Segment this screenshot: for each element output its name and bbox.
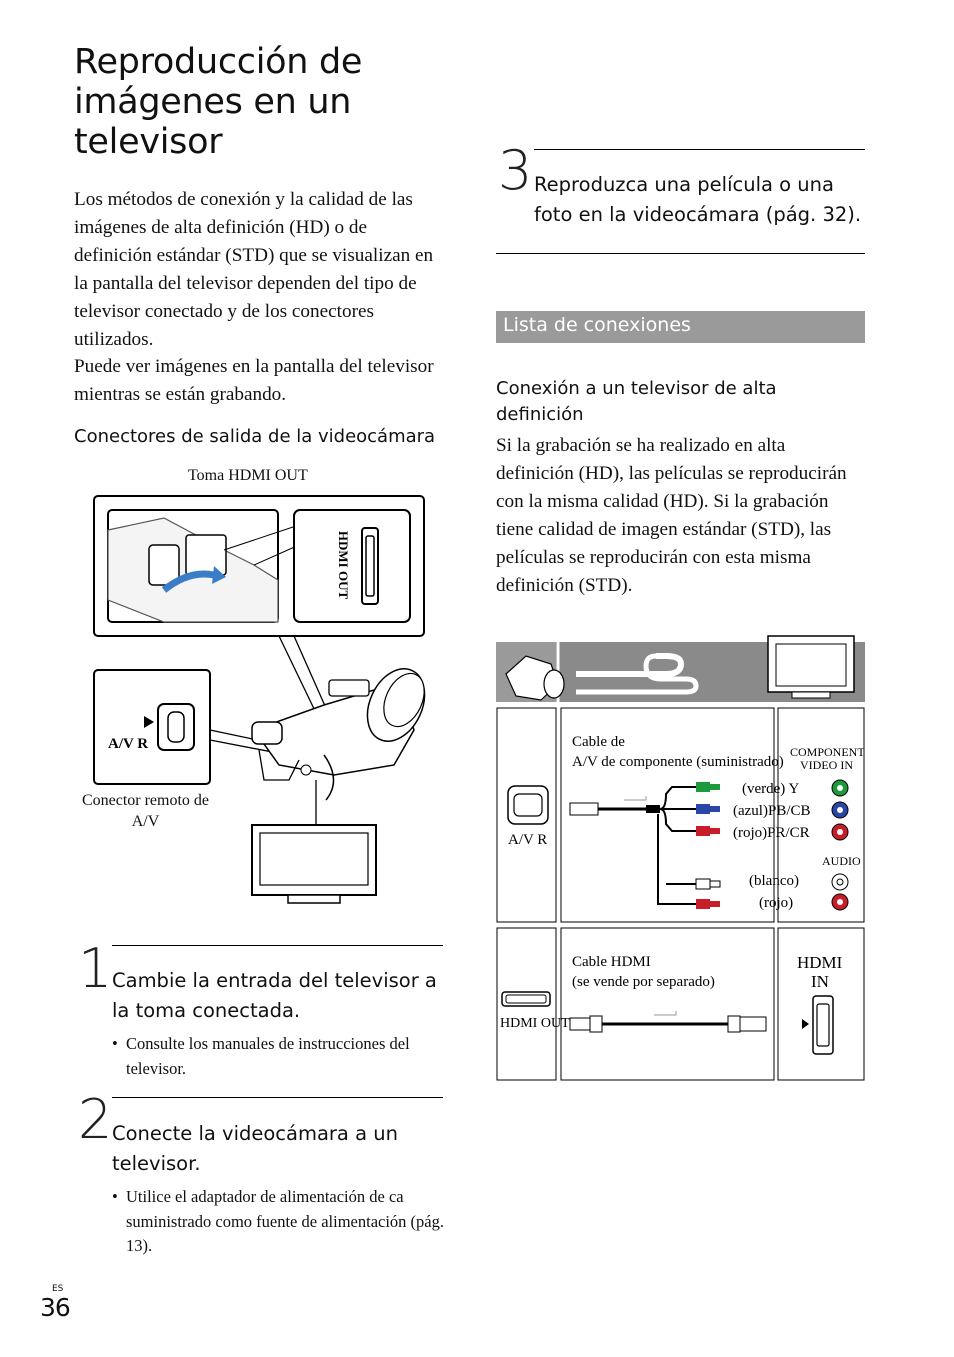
intro-paragraph: Los métodos de conexión y la calidad de las imágenes de alta definición (HD) o de definición estándar (STD) que se visualizan en la pantalla del televisor dependen del tipo de televisor conectado y de los conectores utilizados. [74,189,434,350]
section-header-bar [496,311,865,343]
video-in-label: VIDEO IN [800,758,853,772]
step-divider [534,149,865,150]
step-number: 1 [78,937,113,1000]
hdmi-in-label-2: IN [811,972,829,991]
white-audio-label: (blanco) [749,873,799,889]
output-connectors-heading: Conectores de salida de la videocámara [74,426,436,447]
intro-text [74,186,446,409]
hd-connection-heading: Conexión a un televisor de alta definición [496,378,777,425]
hd-connection-body: Si la grabación se ha realizado en alta definición (HD), las películas se reproducirán con la misma calidad (HD). Si la grabación tiene calidad de imagen estándar (STD), las películas se reproducirán con esta misma definición (STD). [496,435,847,596]
remote-connector-label: Conector remoto de A/V [81,792,210,830]
intro-paragraph: Puede ver imágenes en la pantalla del televisor mientras se están grabando. [74,356,434,406]
av-port-label: A/V R [108,736,149,752]
page-language: ES [52,1284,64,1294]
hdmi-out-port-label: HDMI OUT [336,530,351,600]
step-number: 3 [498,139,533,202]
camcorder-illustration [252,660,436,825]
camera-figure [74,490,444,910]
component-label: COMPONENT [790,745,865,759]
red-audio-label: (rojo) [759,895,794,911]
section-divider [496,253,865,254]
connection-diagram [496,634,866,1084]
section-heading: Lista de conexiones [503,314,691,336]
hdmi-cable-note: (se vende por separado) [572,974,715,990]
av-port-label: A/V R [508,832,548,848]
step-note: • Consulte los manuales de instrucciones del televisor. [112,1032,456,1081]
red-pr-label: (rojo)PR/CR [733,825,810,841]
hdmi-out-label: HDMI OUT [500,1016,570,1031]
blue-pb-label: (azul)PB/CB [733,803,811,819]
step-divider [112,1097,443,1098]
component-cable-label: Cable de A/V de componente (suministrado) [572,734,784,770]
green-y-label: (verde) Y [742,781,800,797]
step-instruction: Reproduzca una película o una foto en la videocámara (pág. 32). [534,173,862,226]
step-number: 2 [78,1088,113,1151]
page-number: 36 [40,1293,70,1322]
audio-label: AUDIO [822,854,861,868]
page-title: Reproducción de imágenes en un televisor [74,42,363,162]
tv-illustration [252,825,376,903]
step-instruction: Cambie la entrada del televisor a la toma conectada. [112,969,437,1022]
hdmi-cable-label: Cable HDMI [572,954,651,970]
step-divider [112,945,443,946]
hdmi-in-label-1: HDMI [797,953,843,972]
hdmi-jack-label: Toma HDMI OUT [188,467,308,484]
step-instruction: Conecte la videocámara a un televisor. [112,1122,398,1175]
tv-mini-icon [768,636,854,698]
step-note: • Utilice el adaptador de alimentación de ca suministrado como fuente de alimentación (pág. 13). [112,1185,458,1259]
